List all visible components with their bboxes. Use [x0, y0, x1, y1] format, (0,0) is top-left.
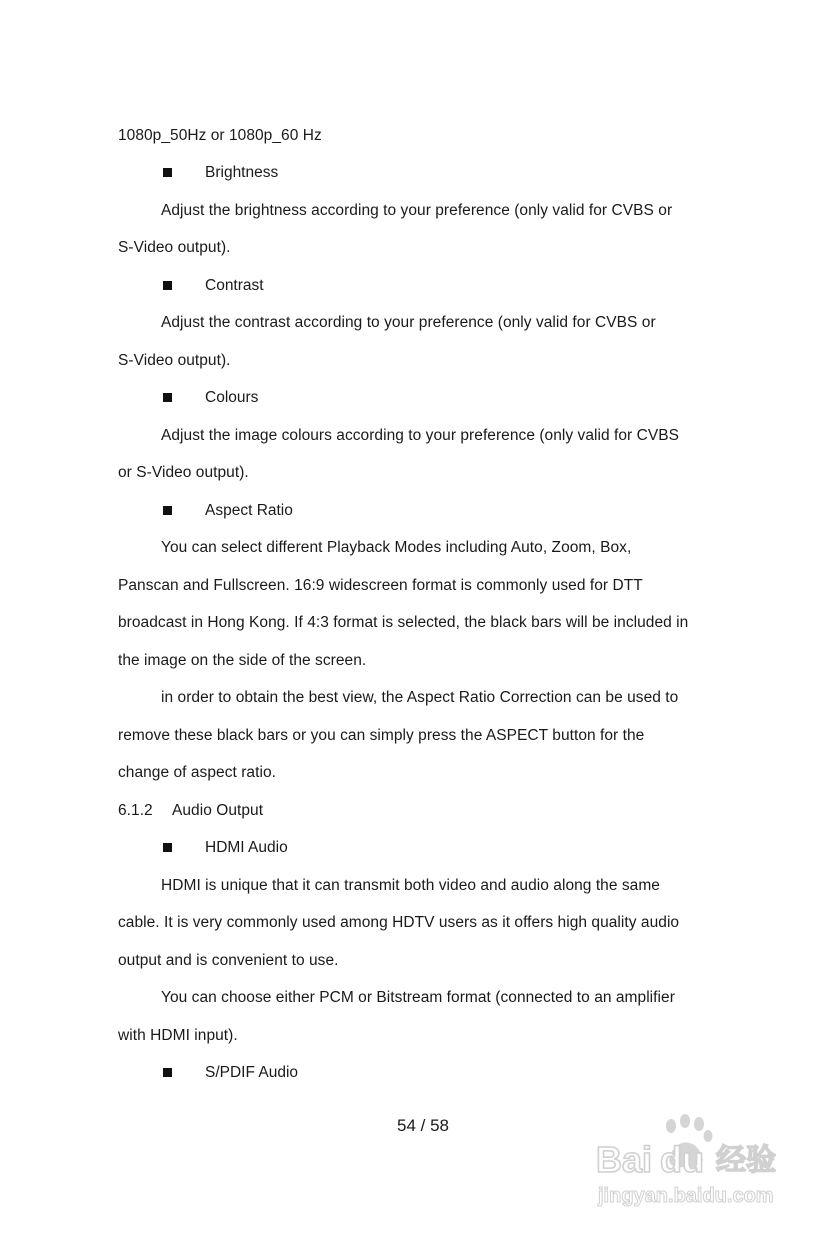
- aspect-text-line: change of aspect ratio.: [118, 764, 276, 781]
- hdmi-text-line: output and is convenient to use.: [118, 952, 339, 969]
- aspect-text-line: Panscan and Fullscreen. 16:9 widescreen format is commonly used for DTT: [118, 577, 643, 594]
- bullet-label: HDMI Audio: [205, 839, 288, 856]
- colours-text-line: or S-Video output).: [118, 464, 249, 481]
- watermark-url: jingyan.baidu.com: [598, 1185, 774, 1207]
- square-bullet-icon: [163, 843, 172, 852]
- square-bullet-icon: [163, 1068, 172, 1077]
- hdmi-text-line: with HDMI input).: [118, 1027, 238, 1044]
- hdmi-text-line: cable. It is very commonly used among HDTV users as it offers high quality audio: [118, 914, 680, 931]
- hdmi-text-line: HDMI is unique that it can transmit both video and audio along the same: [161, 877, 660, 894]
- colours-text-line: Adjust the image colours according to your preference (only valid for CVBS: [161, 427, 680, 444]
- bullet-label: Colours: [205, 389, 259, 406]
- bullet-label: Aspect Ratio: [205, 502, 293, 519]
- section-title: Audio Output: [172, 802, 264, 819]
- bullet-label: Brightness: [205, 164, 279, 181]
- aspect-text-line: broadcast in Hong Kong. If 4:3 format is selected, the black bars will be included in: [118, 614, 689, 631]
- baidu-jingyan-watermark: [592, 1112, 802, 1212]
- contrast-text-line: S-Video output).: [118, 352, 231, 369]
- aspect-text-line: remove these black bars or you can simply press the ASPECT button for the: [118, 727, 645, 744]
- aspect-text-line: in order to obtain the best view, the Aspect Ratio Correction can be used to: [161, 689, 679, 706]
- square-bullet-icon: [163, 393, 172, 402]
- square-bullet-icon: [163, 281, 172, 290]
- page-number: 54 / 58: [397, 1116, 449, 1135]
- section-number: 6.1.2: [118, 802, 153, 819]
- brightness-text-line: Adjust the brightness according to your preference (only valid for CVBS or: [161, 202, 673, 219]
- bullet-label: Contrast: [205, 277, 264, 294]
- aspect-text-line: the image on the side of the screen.: [118, 652, 367, 669]
- hdmi-text-line: You can choose either PCM or Bitstream format (connected to an amplifier: [161, 989, 675, 1006]
- bullet-label: S/PDIF Audio: [205, 1064, 299, 1081]
- watermark-brand: Bai: [596, 1139, 653, 1180]
- watermark-cn-text: 经验: [716, 1143, 776, 1178]
- aspect-text-line: You can select different Playback Modes including Auto, Zoom, Box,: [161, 539, 632, 556]
- intro-line: 1080p_50Hz or 1080p_60 Hz: [118, 127, 322, 144]
- watermark-brand-du: du: [660, 1139, 704, 1180]
- brightness-text-line: S-Video output).: [118, 239, 231, 256]
- contrast-text-line: Adjust the contrast according to your preference (only valid for CVBS or: [161, 314, 656, 331]
- square-bullet-icon: [163, 168, 172, 177]
- square-bullet-icon: [163, 506, 172, 515]
